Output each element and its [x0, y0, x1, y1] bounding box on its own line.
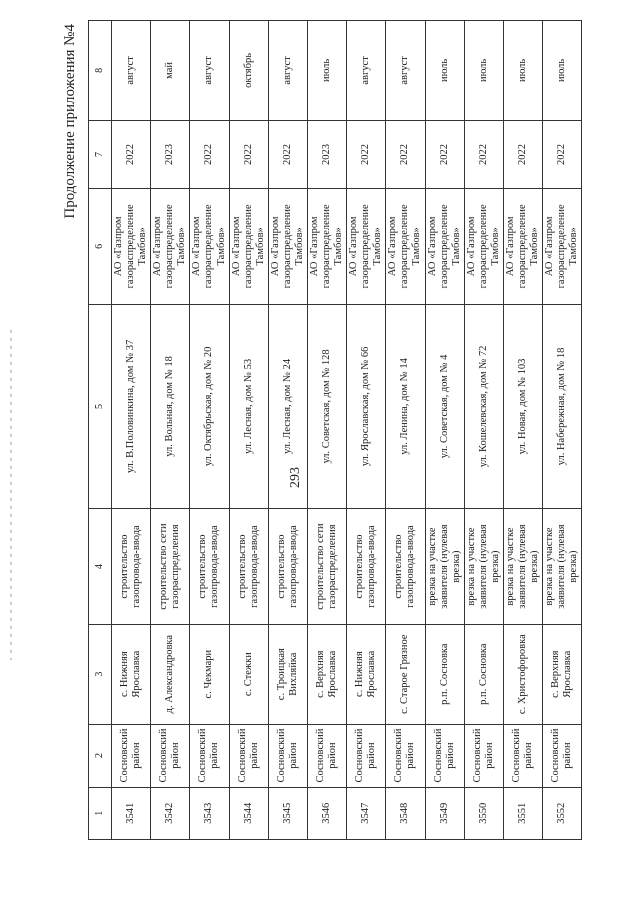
cell-organization: АО «Газпром газораспределение Тамбов» — [347, 189, 386, 304]
cell-work-type: строительство газопровода-ввода — [112, 509, 151, 624]
cell-row-number: 3545 — [268, 787, 307, 839]
cell-address: ул. Новая, дом № 103 — [503, 304, 542, 509]
table-row — [464, 21, 503, 840]
cell-month: июль — [503, 21, 542, 121]
cell-year: 2022 — [112, 120, 151, 188]
cell-work-type: строительство сети газораспределения — [151, 509, 190, 624]
scan-artifact — [10, 330, 12, 660]
cell-district: Сосновский район — [386, 724, 425, 787]
cell-month: июль — [307, 21, 346, 121]
column-header: 6 — [89, 189, 112, 304]
column-header: 5 — [89, 304, 112, 509]
cell-address: ул. Ленина, дом № 14 — [386, 304, 425, 509]
cell-row-number: 3542 — [151, 787, 190, 839]
table-row — [543, 21, 582, 840]
table-row — [347, 21, 386, 840]
cell-address: ул. Кошелевская, дом № 72 — [464, 304, 503, 509]
column-header: 8 — [89, 21, 112, 121]
cell-month: август — [347, 21, 386, 121]
cell-work-type: строительство газопровода-ввода — [190, 509, 229, 624]
cell-month: август — [112, 21, 151, 121]
cell-settlement: с. Нижняя Ярославка — [112, 624, 151, 724]
cell-settlement: с. Верхняя Ярославка — [543, 624, 582, 724]
cell-district: Сосновский район — [307, 724, 346, 787]
rotated-page-content — [62, 20, 598, 840]
column-header: 3 — [89, 624, 112, 724]
cell-work-type: врезка на участке заявителя (нулевая врезка) — [503, 509, 542, 624]
cell-settlement: с. Нижняя Ярославка — [347, 624, 386, 724]
cell-address: ул. Вольная, дом № 18 — [151, 304, 190, 509]
cell-year: 2023 — [307, 120, 346, 188]
cell-month: август — [386, 21, 425, 121]
cell-settlement: р.п. Сосновка — [425, 624, 464, 724]
cell-year: 2022 — [425, 120, 464, 188]
table-row — [112, 21, 151, 840]
cell-row-number: 3547 — [347, 787, 386, 839]
table-row — [268, 21, 307, 840]
cell-organization: АО «Газпром газораспределение Тамбов» — [543, 189, 582, 304]
cell-year: 2022 — [543, 120, 582, 188]
cell-work-type: врезка на участке заявителя (нулевая врезка) — [425, 509, 464, 624]
cell-year: 2022 — [268, 120, 307, 188]
cell-row-number: 3546 — [307, 787, 346, 839]
cell-district: Сосновский район — [112, 724, 151, 787]
page-number: 293 — [288, 467, 303, 488]
cell-work-type: строительство газопровода-ввода — [386, 509, 425, 624]
cell-district: Сосновский район — [503, 724, 542, 787]
table-row — [229, 21, 268, 840]
cell-settlement: д. Александровка — [151, 624, 190, 724]
cell-organization: АО «Газпром газораспределение Тамбов» — [229, 189, 268, 304]
cell-district: Сосновский район — [464, 724, 503, 787]
cell-district: Сосновский район — [268, 724, 307, 787]
table-row — [307, 21, 346, 840]
column-header: 2 — [89, 724, 112, 787]
cell-organization: АО «Газпром газораспределение Тамбов» — [307, 189, 346, 304]
cell-work-type: строительство газопровода-ввода — [347, 509, 386, 624]
table-header-row — [89, 21, 112, 840]
cell-work-type: строительство сети газораспределения — [307, 509, 346, 624]
column-header: 4 — [89, 509, 112, 624]
cell-year: 2023 — [151, 120, 190, 188]
cell-month: август — [268, 21, 307, 121]
cell-row-number: 3544 — [229, 787, 268, 839]
cell-month: август — [190, 21, 229, 121]
table-row — [503, 21, 542, 840]
cell-year: 2022 — [229, 120, 268, 188]
cell-year: 2022 — [386, 120, 425, 188]
cell-work-type: строительство газопровода-ввода — [268, 509, 307, 624]
cell-address: ул. Советская, дом № 4 — [425, 304, 464, 509]
cell-work-type: строительство газопровода-ввода — [229, 509, 268, 624]
cell-month: июль — [464, 21, 503, 121]
cell-address: ул. В.Половинкина, дом № 37 — [112, 304, 151, 509]
cell-month: май — [151, 21, 190, 121]
cell-row-number: 3543 — [190, 787, 229, 839]
cell-organization: АО «Газпром газораспределение Тамбов» — [190, 189, 229, 304]
cell-settlement: с. Чекмари — [190, 624, 229, 724]
cell-settlement: с. Христофоровка — [503, 624, 542, 724]
cell-district: Сосновский район — [543, 724, 582, 787]
cell-settlement: с. Верхняя Ярославка — [307, 624, 346, 724]
cell-organization: АО «Газпром газораспределение Тамбов» — [151, 189, 190, 304]
cell-district: Сосновский район — [229, 724, 268, 787]
cell-work-type: врезка на участке заявителя (нулевая врезка) — [543, 509, 582, 624]
cell-year: 2022 — [503, 120, 542, 188]
column-header: 1 — [89, 787, 112, 839]
cell-row-number: 3551 — [503, 787, 542, 839]
cell-district: Сосновский район — [190, 724, 229, 787]
cell-month: июль — [543, 21, 582, 121]
cell-organization: АО «Газпром газораспределение Тамбов» — [386, 189, 425, 304]
appendix-caption: Продолжение приложения №4 — [62, 24, 78, 219]
cell-row-number: 3552 — [543, 787, 582, 839]
table-row — [151, 21, 190, 840]
cell-month: октябрь — [229, 21, 268, 121]
cell-organization: АО «Газпром газораспределение Тамбов» — [112, 189, 151, 304]
cell-row-number: 3541 — [112, 787, 151, 839]
cell-address: ул. Октябрьская, дом № 20 — [190, 304, 229, 509]
cell-district: Сосновский район — [151, 724, 190, 787]
cell-row-number: 3549 — [425, 787, 464, 839]
cell-row-number: 3550 — [464, 787, 503, 839]
cell-settlement: с. Старое Грязное — [386, 624, 425, 724]
cell-month: июль — [425, 21, 464, 121]
cell-settlement: р.п. Сосновка — [464, 624, 503, 724]
appendix-table — [88, 20, 582, 840]
column-header: 7 — [89, 120, 112, 188]
cell-settlement: с. Троицкая Вихляйка — [268, 624, 307, 724]
table-row — [425, 21, 464, 840]
cell-address: ул. Лесная, дом № 24 — [268, 304, 307, 509]
cell-address: ул. Ярославская, дом № 66 — [347, 304, 386, 509]
table-row — [386, 21, 425, 840]
cell-year: 2022 — [347, 120, 386, 188]
cell-settlement: с. Стежки — [229, 624, 268, 724]
cell-district: Сосновский район — [347, 724, 386, 787]
cell-organization: АО «Газпром газораспределение Тамбов» — [464, 189, 503, 304]
cell-district: Сосновский район — [425, 724, 464, 787]
cell-year: 2022 — [190, 120, 229, 188]
cell-address: ул. Набережная, дом № 18 — [543, 304, 582, 509]
cell-organization: АО «Газпром газораспределение Тамбов» — [268, 189, 307, 304]
cell-year: 2022 — [464, 120, 503, 188]
cell-address: ул. Советская, дом № 128 — [307, 304, 346, 509]
cell-row-number: 3548 — [386, 787, 425, 839]
table-row — [190, 21, 229, 840]
cell-organization: АО «Газпром газораспределение Тамбов» — [425, 189, 464, 304]
cell-organization: АО «Газпром газораспределение Тамбов» — [503, 189, 542, 304]
cell-address: ул. Лесная, дом № 53 — [229, 304, 268, 509]
cell-work-type: врезка на участке заявителя (нулевая врезка) — [464, 509, 503, 624]
